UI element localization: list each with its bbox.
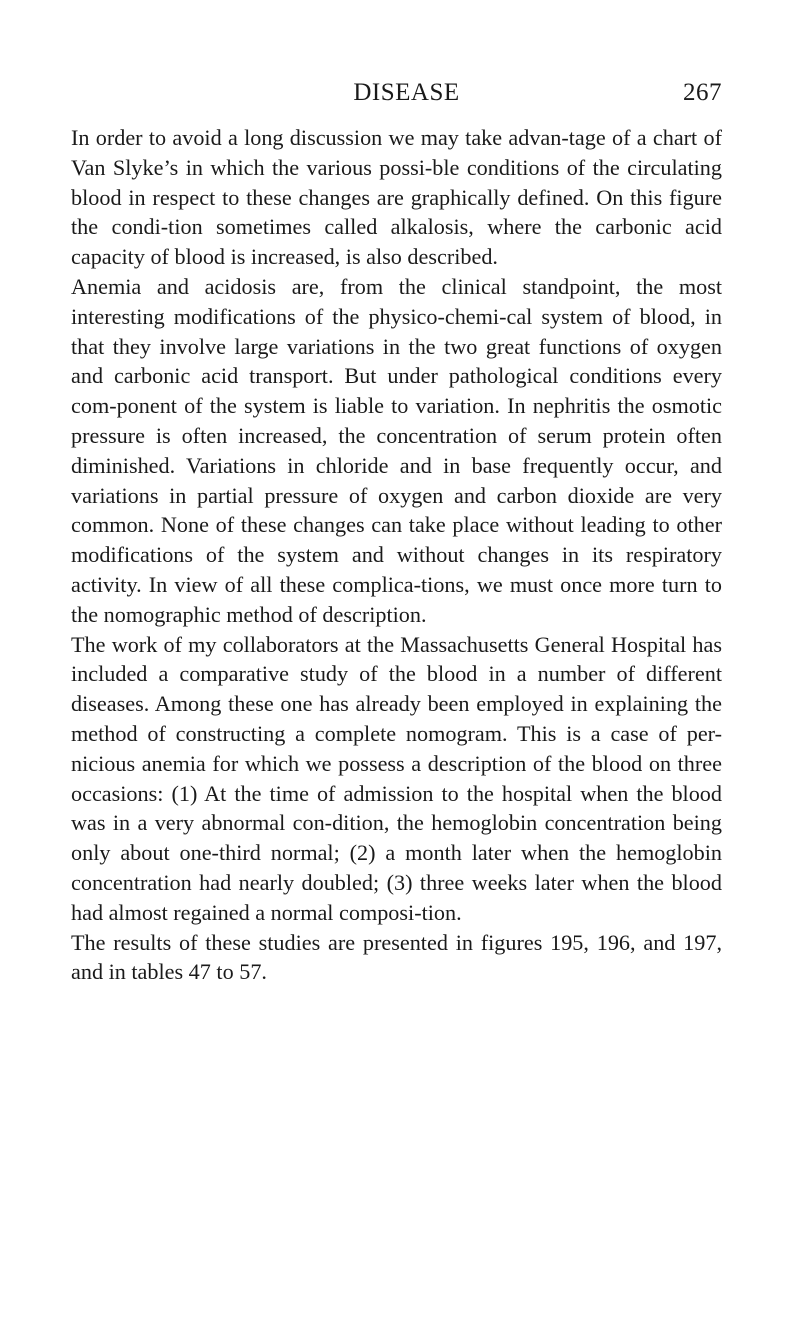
book-page [71,78,722,987]
running-head [71,78,722,112]
page-number: 267 [683,79,722,106]
paragraph-1: In order to avoid a long discussion we may take advan-tage of a chart of Van Slyke’s in which the various possi-ble conditions of the circulating blood in respect to these changes are graphically defined. On this figure the condi-tion sometimes called alkalosis, where the carbonic acid capacity of blood is increased, is also described. [71,125,722,270]
running-title: DISEASE [353,79,460,106]
body-text [71,123,722,987]
paragraph-2: Anemia and acidosis are, from the clinical standpoint, the most interesting modifications of the physico-chemi-cal system of blood, in that they involve large variations in the two great functions of oxygen and carbonic acid transport. But under pathological conditions every com-ponent of the system is liable to variation. In nephritis the osmotic pressure is often increased, the concentration of serum protein often diminished. Variations in chloride and in base frequently occur, and variations in partial pressure of oxygen and carbon dioxide are very common. None of these changes can take place without leading to other modifications of the system and without changes in its respiratory activity. In view of all these complica-tions, we must once more turn to the nomographic method of description. [71,273,722,627]
paragraph-4: The results of these studies are presented in figures 195, 196, and 197, and in tables 47 to 57. [71,929,722,985]
paragraph-3: The work of my collaborators at the Massachusetts General Hospital has included a comparative study of the blood in a number of different diseases. Among these one has already been employed in explaining the method of constructing a complete nomogram. This is a case of per-nicious anemia for which we possess a description of the blood on three occasions: (1) At the time of admission to the hospital when the blood was in a very abnormal con-dition, the hemoglobin concentration being only about one-third normal; (2) a month later when the hemoglobin concentration had nearly doubled; (3) three weeks later when the blood had almost regained a normal composi-tion. [71,631,722,925]
